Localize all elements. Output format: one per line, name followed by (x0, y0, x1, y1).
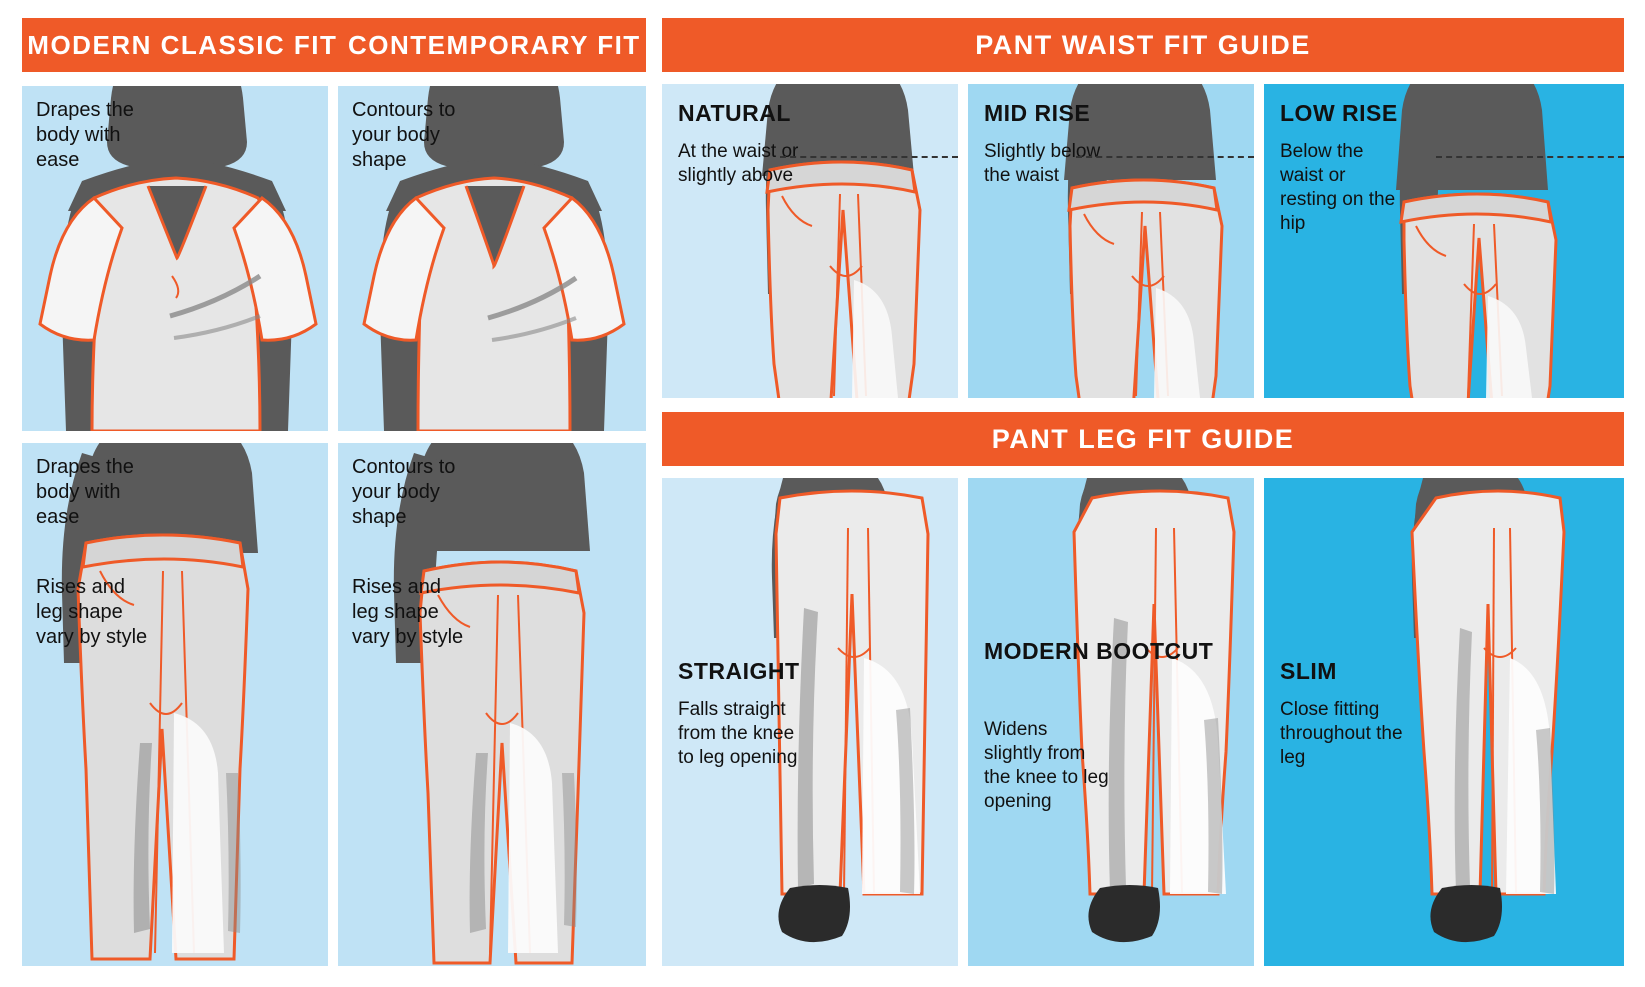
cell-contemporary-top (338, 86, 646, 431)
header-contemporary-fit: CONTEMPORARY FIT (348, 29, 641, 60)
desc-natural: At the waist or slightly above (678, 141, 799, 186)
header-modern-classic-fit: MODERN CLASSIC FIT (27, 29, 338, 60)
natural-rise-illustration (662, 84, 958, 398)
label-contemporary-bottom-2: Rises and leg shape vary by style (352, 576, 464, 648)
mid-rise-illustration (968, 84, 1254, 398)
title-slim: SLIM (1280, 658, 1337, 684)
left-header-bar (22, 18, 646, 72)
cell-modern-classic-top (22, 86, 328, 431)
cell-low-rise (1264, 84, 1624, 398)
label-contemporary-bottom-1: Contours to your body shape (352, 456, 456, 528)
cell-straight-leg (662, 478, 958, 966)
desc-mid-rise: Slightly below the waist (984, 141, 1101, 186)
low-rise-illustration (1264, 84, 1624, 398)
desc-straight: Falls straight from the knee to leg opening (678, 699, 798, 768)
title-straight: STRAIGHT (678, 658, 800, 684)
left-cell-grid (22, 86, 646, 966)
cell-contemporary-bottom (338, 443, 646, 966)
shirt-fit-panel (22, 18, 646, 966)
waist-cell-row (662, 84, 1624, 398)
title-modern-bootcut: MODERN BOOTCUT (984, 638, 1214, 664)
title-natural: NATURAL (678, 100, 791, 126)
cell-modern-bootcut (968, 478, 1254, 966)
low-rise-dashed-line (1436, 156, 1624, 158)
desc-slim: Close fitting throughout the leg (1280, 699, 1403, 768)
title-mid-rise: MID RISE (984, 100, 1091, 126)
pant-waist-fit-guide-title: PANT WAIST FIT GUIDE (975, 29, 1311, 60)
label-modern-classic-bottom-2: Rises and leg shape vary by style (36, 576, 148, 648)
cell-modern-classic-bottom (22, 443, 328, 966)
cell-slim-leg (1264, 478, 1624, 966)
mid-rise-dashed-line (1076, 156, 1254, 158)
natural-rise-dashed-line (780, 156, 958, 158)
label-modern-classic-bottom-1: Drapes the body with ease (36, 456, 134, 528)
cell-mid-rise (968, 84, 1254, 398)
label-contemporary-top: Contours to your body shape (352, 99, 456, 171)
pant-leg-fit-guide-title: PANT LEG FIT GUIDE (991, 423, 1295, 454)
desc-low-rise: Below the waist or resting on the hip (1280, 141, 1396, 234)
leg-cell-row (662, 478, 1624, 966)
pant-leg-fit-panel (662, 412, 1624, 966)
leg-header-bar (662, 412, 1624, 466)
waist-header-bar (662, 18, 1624, 72)
label-modern-classic-top: Drapes the body with ease (36, 99, 134, 171)
cell-natural-rise (662, 84, 958, 398)
desc-modern-bootcut: Widens slightly from the knee to leg opening (984, 719, 1109, 812)
title-low-rise: LOW RISE (1280, 100, 1398, 126)
pant-waist-fit-panel (662, 18, 1624, 398)
